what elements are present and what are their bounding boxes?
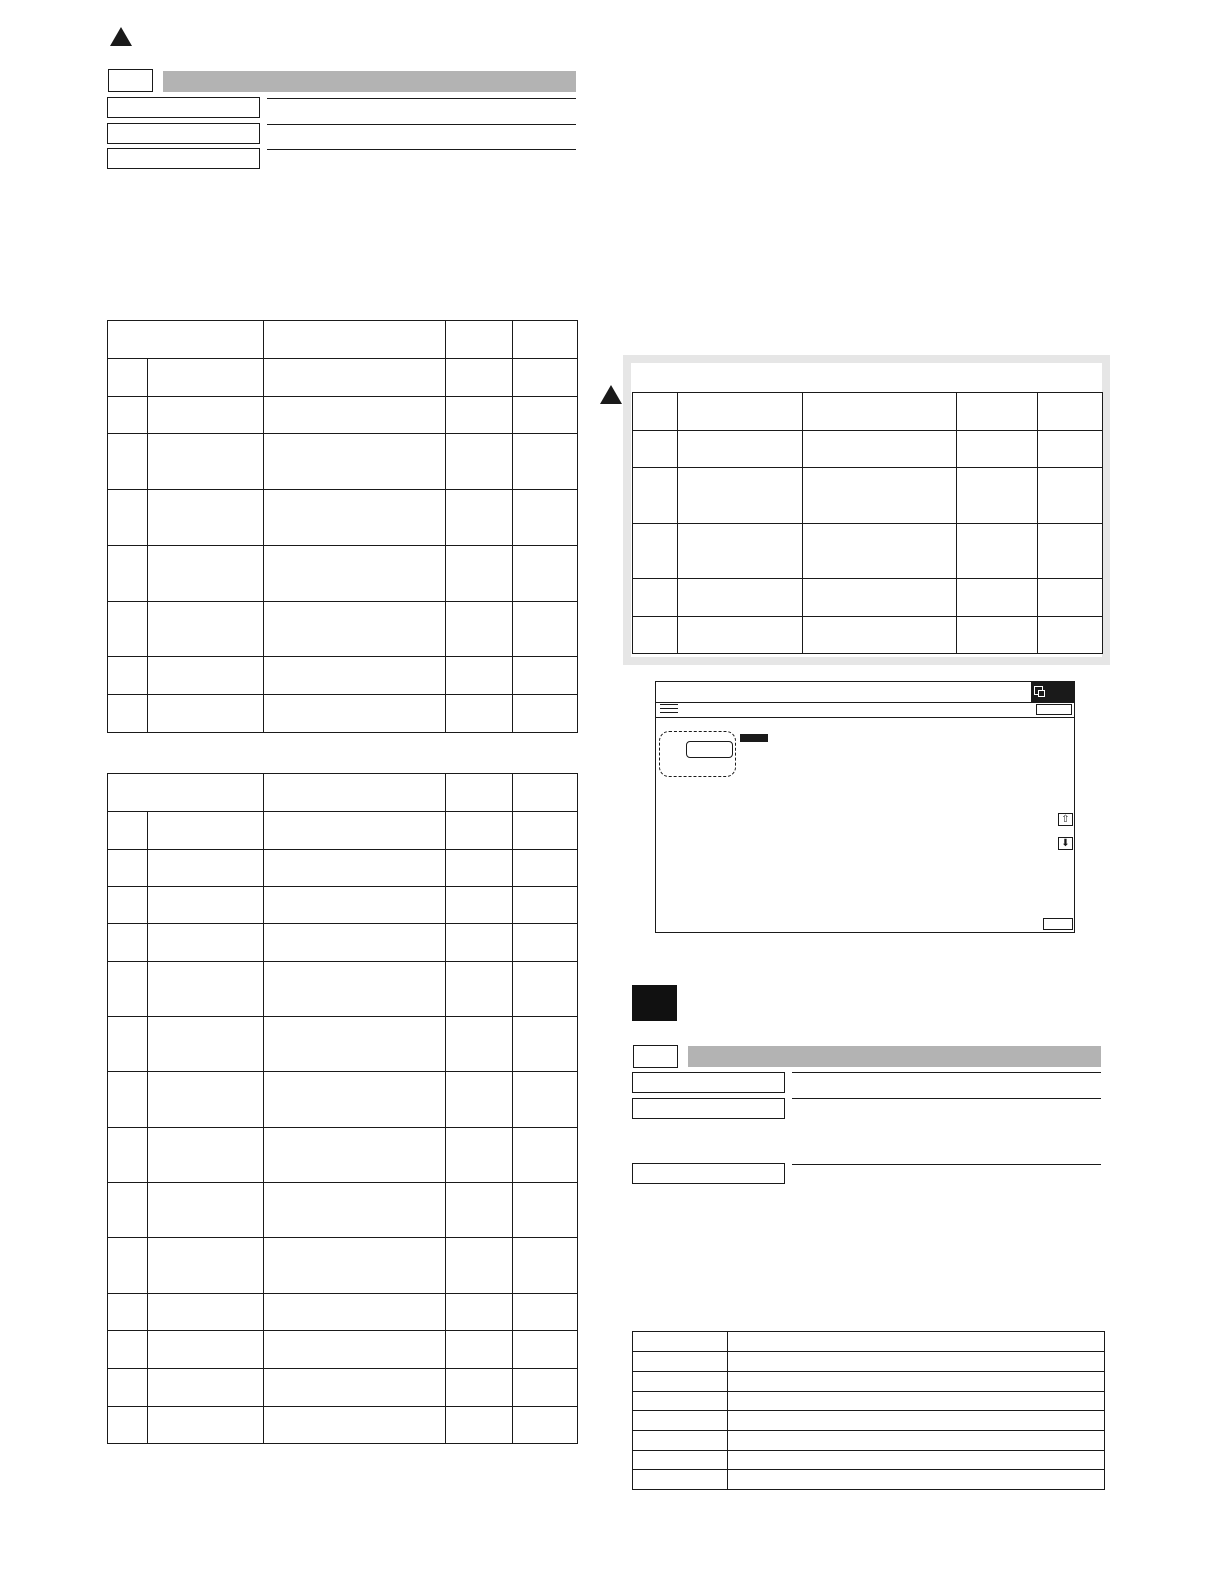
table-cell — [108, 1331, 148, 1369]
scroll-up-button[interactable] — [1058, 813, 1073, 826]
table-row — [108, 434, 578, 490]
table-cell — [264, 924, 446, 962]
field-value-line — [267, 149, 576, 150]
table-cell — [108, 1183, 148, 1238]
table-row — [108, 695, 578, 733]
field-label-box — [632, 1098, 785, 1119]
table-cell — [446, 1183, 513, 1238]
arrow-up-icon: ⇧ — [1061, 814, 1070, 825]
table-cell — [513, 359, 578, 397]
field-label-box — [107, 148, 260, 169]
table-cell — [513, 695, 578, 733]
table-header-cell — [633, 393, 678, 431]
table-cell — [446, 657, 513, 695]
screen-toolbar-button[interactable] — [1036, 704, 1072, 715]
table-row — [633, 1392, 1105, 1411]
table-cell — [513, 1183, 578, 1238]
table-cell — [513, 1407, 578, 1444]
table-header-cell — [513, 321, 578, 359]
table-cell — [108, 1294, 148, 1331]
table-cell — [633, 1470, 728, 1490]
table-cell — [264, 397, 446, 434]
table-cell — [513, 1128, 578, 1183]
table-cell — [264, 602, 446, 657]
chapter-marker — [632, 985, 677, 1021]
table-row — [633, 468, 1103, 524]
table-cell — [446, 434, 513, 490]
table-row — [633, 579, 1103, 617]
table-cell — [1038, 431, 1103, 468]
table-cell — [264, 657, 446, 695]
table-cell — [148, 490, 264, 546]
table-cell — [108, 1072, 148, 1128]
table-row — [633, 617, 1103, 654]
table-cell — [513, 546, 578, 602]
ok-button[interactable] — [1043, 918, 1073, 930]
table-cell — [108, 924, 148, 962]
table-cell — [446, 602, 513, 657]
table-header-row — [633, 393, 1103, 431]
table-row — [108, 397, 578, 434]
table-cell — [633, 1372, 728, 1392]
table-cell — [633, 524, 678, 579]
table-cell — [803, 579, 957, 617]
field-label-box — [107, 97, 260, 118]
setting-table-c — [632, 392, 1103, 654]
table-cell — [108, 602, 148, 657]
table-cell — [264, 1128, 446, 1183]
table-cell — [148, 602, 264, 657]
table-row — [108, 1238, 578, 1294]
scroll-down-button[interactable] — [1058, 837, 1073, 850]
table-cell — [957, 524, 1038, 579]
table-cell — [148, 1128, 264, 1183]
table-cell — [513, 1017, 578, 1072]
table-cell — [148, 1072, 264, 1128]
table-cell — [264, 812, 446, 850]
table-cell — [957, 617, 1038, 654]
table-cell — [1038, 524, 1103, 579]
setting-table-b — [107, 773, 578, 1444]
table-cell — [264, 887, 446, 924]
table-cell — [728, 1411, 1105, 1431]
table-cell — [513, 924, 578, 962]
table-cell — [108, 887, 148, 924]
table-cell — [108, 657, 148, 695]
table-cell — [633, 1451, 728, 1470]
table-cell — [633, 579, 678, 617]
section-code-box — [633, 1045, 678, 1068]
table-cell — [108, 397, 148, 434]
screen-mode-tab[interactable] — [1031, 682, 1074, 702]
table-cell — [678, 524, 803, 579]
table-cell — [446, 1238, 513, 1294]
table-cell — [148, 812, 264, 850]
field-value-line — [267, 124, 576, 125]
table-cell — [148, 657, 264, 695]
table-row — [108, 887, 578, 924]
table-cell — [513, 812, 578, 850]
table-cell — [108, 850, 148, 887]
table-cell — [264, 1238, 446, 1294]
table-cell — [633, 1392, 728, 1411]
table-row — [108, 359, 578, 397]
table-cell — [633, 1352, 728, 1372]
table-cell — [446, 1369, 513, 1407]
setting-table-d — [632, 1331, 1105, 1490]
table-header-cell — [513, 774, 578, 812]
table-row — [108, 812, 578, 850]
table-cell — [803, 524, 957, 579]
table-cell — [446, 490, 513, 546]
table-cell — [957, 579, 1038, 617]
table-cell — [513, 1331, 578, 1369]
table-cell — [633, 1431, 728, 1451]
table-cell — [108, 1369, 148, 1407]
field-value-line — [792, 1098, 1101, 1099]
table-cell — [728, 1431, 1105, 1451]
table-cell — [148, 924, 264, 962]
table-cell — [264, 962, 446, 1017]
table-cell — [678, 468, 803, 524]
table-cell — [446, 1128, 513, 1183]
table-row — [108, 1017, 578, 1072]
table-cell — [264, 490, 446, 546]
table-cell — [633, 431, 678, 468]
table-cell — [108, 359, 148, 397]
table-row — [633, 1332, 1105, 1352]
copy-mode-icon-inner — [1038, 690, 1045, 697]
screen-toolbar-divider — [656, 717, 1074, 718]
table-header-cell — [957, 393, 1038, 431]
field-value-line — [792, 1072, 1101, 1073]
table-cell — [728, 1352, 1105, 1372]
table-cell — [633, 1411, 728, 1431]
table-cell — [148, 1294, 264, 1331]
table-row — [108, 962, 578, 1017]
table-cell — [957, 431, 1038, 468]
table-cell — [446, 962, 513, 1017]
menu-icon[interactable] — [660, 703, 678, 715]
field-label-box — [632, 1072, 785, 1093]
table-cell — [148, 1331, 264, 1369]
table-cell — [446, 812, 513, 850]
table-cell — [148, 1017, 264, 1072]
table-row — [633, 1352, 1105, 1372]
table-cell — [264, 1331, 446, 1369]
field-label-box — [632, 1163, 785, 1184]
table-cell — [513, 397, 578, 434]
table-row — [633, 524, 1103, 579]
table-header-cell — [1038, 393, 1103, 431]
table-cell — [1038, 579, 1103, 617]
table-row — [108, 602, 578, 657]
table-cell — [264, 434, 446, 490]
selected-indicator — [740, 734, 768, 742]
table-cell — [803, 468, 957, 524]
table-cell — [148, 695, 264, 733]
table-cell — [264, 1017, 446, 1072]
table-row — [633, 1470, 1105, 1490]
table-cell — [803, 617, 957, 654]
table-cell — [108, 1238, 148, 1294]
table-cell — [264, 546, 446, 602]
table-cell — [513, 962, 578, 1017]
table-cell — [513, 490, 578, 546]
table-row — [108, 1128, 578, 1183]
table-cell — [264, 359, 446, 397]
table-header-cell — [446, 774, 513, 812]
table-row — [108, 657, 578, 695]
table-cell — [446, 695, 513, 733]
table-cell — [803, 431, 957, 468]
operation-panel-screen — [655, 681, 1075, 933]
table-cell — [446, 850, 513, 887]
table-cell — [513, 1072, 578, 1128]
table-cell — [513, 1238, 578, 1294]
section-title-bar — [163, 71, 576, 92]
table-cell — [108, 1407, 148, 1444]
table-cell — [108, 962, 148, 1017]
setting-table-a — [107, 320, 578, 733]
table-cell — [1038, 617, 1103, 654]
table-cell — [148, 434, 264, 490]
table-row — [108, 1183, 578, 1238]
table-cell — [446, 1294, 513, 1331]
table-cell — [148, 887, 264, 924]
section-code-box — [108, 69, 153, 92]
table-row — [108, 1294, 578, 1331]
table-row — [633, 1411, 1105, 1431]
table-header-cell — [803, 393, 957, 431]
table-cell — [678, 617, 803, 654]
table-cell — [148, 397, 264, 434]
table-cell — [264, 695, 446, 733]
table-cell — [513, 1369, 578, 1407]
arrow-down-icon: ⬇ — [1061, 838, 1070, 849]
table-cell — [513, 887, 578, 924]
table-cell — [446, 887, 513, 924]
field-label-box — [107, 123, 260, 144]
field-value-line — [267, 98, 576, 99]
table-cell — [633, 1332, 728, 1352]
table-cell — [728, 1451, 1105, 1470]
table-cell — [446, 397, 513, 434]
table-header-cell — [678, 393, 803, 431]
table-row — [633, 1431, 1105, 1451]
table-cell — [108, 1128, 148, 1183]
revision-triangle-icon — [600, 385, 622, 404]
table-cell — [446, 1331, 513, 1369]
table-cell — [513, 850, 578, 887]
revision-triangle-icon — [110, 27, 132, 46]
table-header-cell — [108, 321, 264, 359]
table-row — [633, 1372, 1105, 1392]
table-cell — [446, 359, 513, 397]
table-row — [108, 546, 578, 602]
table-row — [108, 1072, 578, 1128]
table-cell — [264, 1072, 446, 1128]
table-row — [633, 431, 1103, 468]
table-cell — [513, 1294, 578, 1331]
table-cell — [678, 579, 803, 617]
table-row — [108, 490, 578, 546]
table-cell — [264, 850, 446, 887]
table-cell — [148, 1183, 264, 1238]
table-cell — [264, 1183, 446, 1238]
field-value-line — [792, 1164, 1101, 1165]
table-cell — [108, 434, 148, 490]
table-row — [108, 850, 578, 887]
table-cell — [446, 924, 513, 962]
table-cell — [264, 1369, 446, 1407]
table-row — [108, 1331, 578, 1369]
table-cell — [728, 1372, 1105, 1392]
table-cell — [1038, 468, 1103, 524]
table-row — [633, 1451, 1105, 1470]
table-header-cell — [446, 321, 513, 359]
section-title-bar — [688, 1046, 1101, 1067]
table-cell — [148, 546, 264, 602]
table-cell — [108, 1017, 148, 1072]
table-header-row — [108, 321, 578, 359]
table-cell — [148, 1238, 264, 1294]
table-cell — [678, 431, 803, 468]
table-header-row — [108, 774, 578, 812]
table-cell — [957, 468, 1038, 524]
table-cell — [513, 434, 578, 490]
table-cell — [148, 962, 264, 1017]
table-cell — [446, 1072, 513, 1128]
table-cell — [108, 695, 148, 733]
table-cell — [728, 1332, 1105, 1352]
table-cell — [633, 617, 678, 654]
table-header-cell — [264, 321, 446, 359]
table-row — [108, 924, 578, 962]
table-cell — [513, 657, 578, 695]
screen-title-divider — [656, 702, 1074, 703]
table-cell — [264, 1294, 446, 1331]
table-cell — [728, 1470, 1105, 1490]
table-cell — [108, 490, 148, 546]
setting-key-button[interactable] — [686, 741, 733, 758]
table-cell — [148, 850, 264, 887]
table-cell — [446, 1017, 513, 1072]
table-cell — [148, 1407, 264, 1444]
table-cell — [446, 1407, 513, 1444]
table-cell — [148, 1369, 264, 1407]
table-cell — [513, 602, 578, 657]
table-cell — [108, 546, 148, 602]
table-cell — [108, 812, 148, 850]
table-cell — [446, 546, 513, 602]
table-cell — [633, 468, 678, 524]
table-header-cell — [264, 774, 446, 812]
table-row — [108, 1407, 578, 1444]
table-cell — [264, 1407, 446, 1444]
table-cell — [728, 1392, 1105, 1411]
table-header-cell — [108, 774, 264, 812]
table-row — [108, 1369, 578, 1407]
table-cell — [148, 359, 264, 397]
